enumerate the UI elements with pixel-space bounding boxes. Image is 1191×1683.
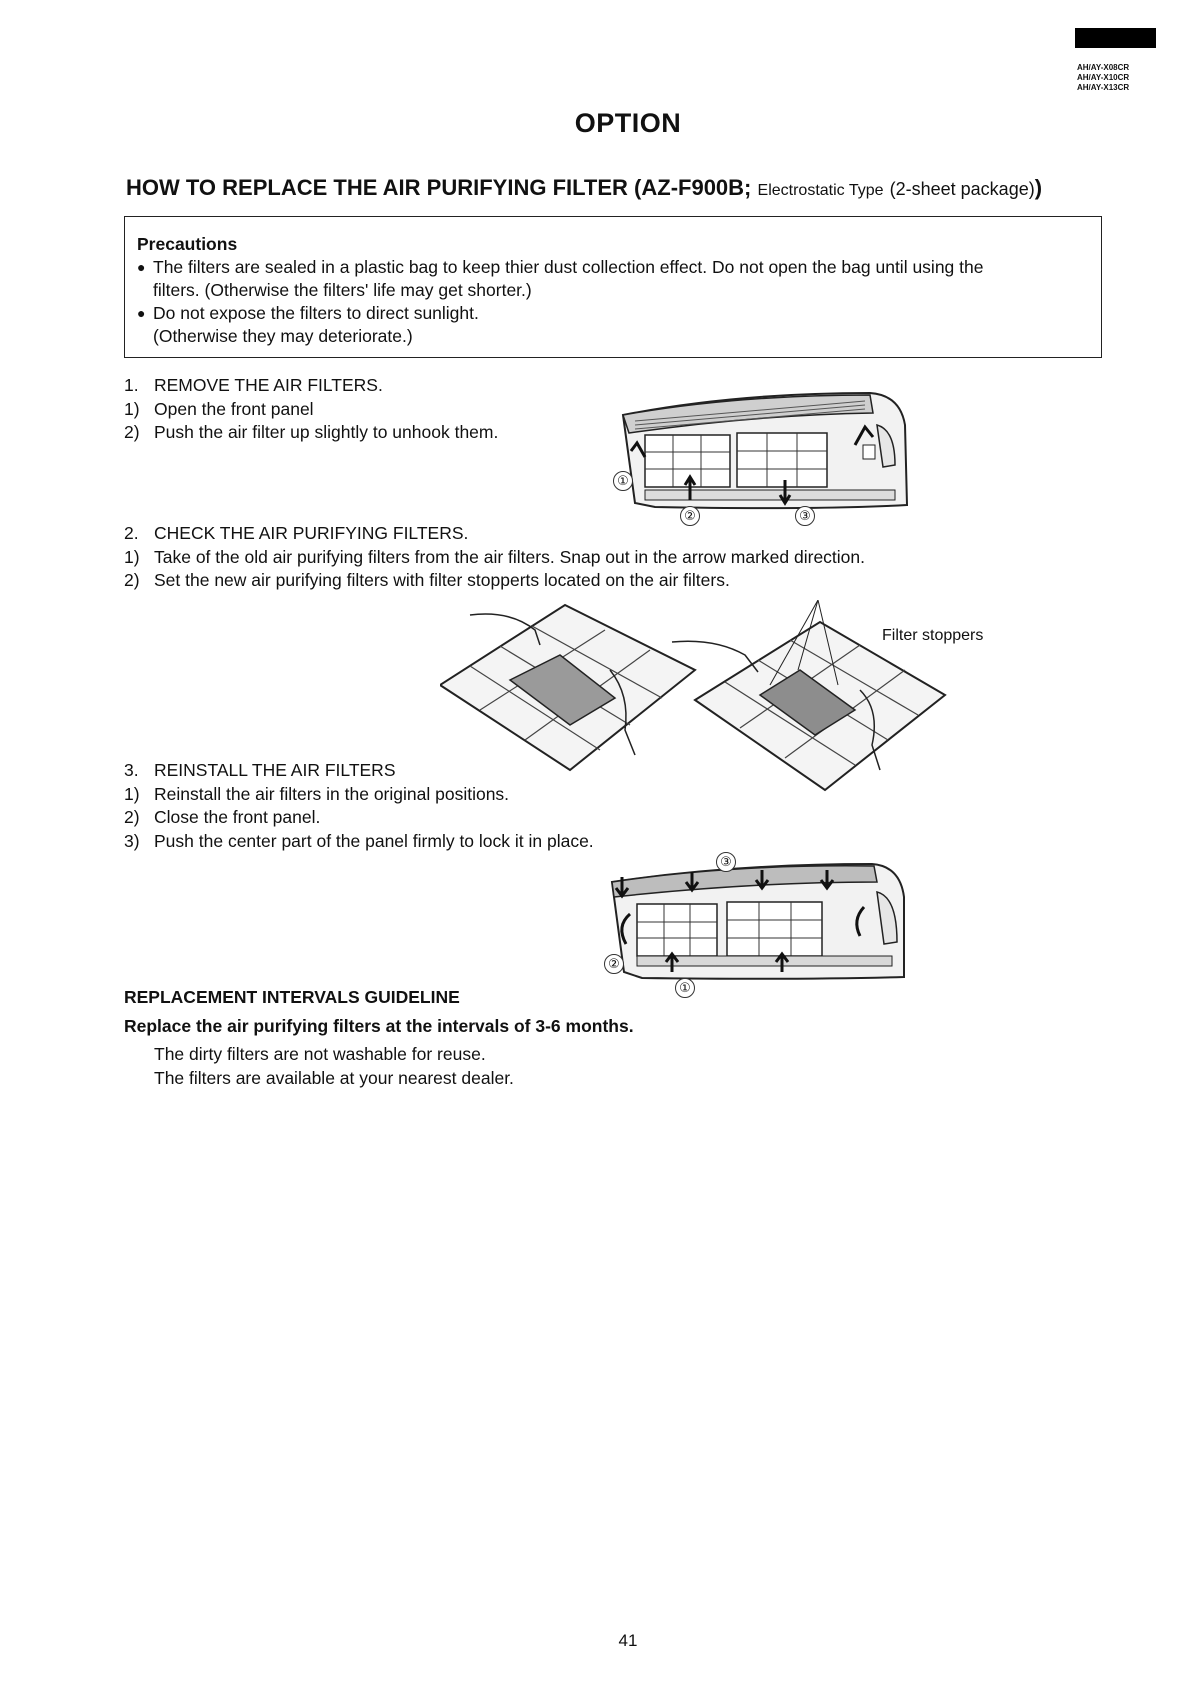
callout-1: ① <box>675 978 695 998</box>
item-number: 2) <box>124 422 140 442</box>
callout-3: ③ <box>795 506 815 526</box>
page-title: OPTION <box>574 108 682 138</box>
callout-1: ① <box>613 471 633 491</box>
section-title-main: HOW TO REPLACE THE AIR PURIFYING FILTER (AZ-F900B; <box>126 175 752 200</box>
guideline-heading: REPLACEMENT INTERVALS GUIDELINE <box>124 987 460 1007</box>
section-title-package: (2-sheet package) <box>889 179 1035 199</box>
filter-stoppers-label: Filter stoppers <box>882 627 984 644</box>
item-text: Push the air filter up slightly to unhook them. <box>154 422 499 442</box>
precaution-text: The filters are sealed in a plastic bag to keep thier dust collection effect. Do not open the bag until using the <box>153 257 984 277</box>
item-text: Set the new air purifying filters with filter stopperts located on the air filters. <box>154 570 730 590</box>
step-title: CHECK THE AIR PURIFYING FILTERS. <box>154 523 469 543</box>
figure-reinstall-filters <box>602 852 912 995</box>
bullet-icon: ● <box>137 305 146 321</box>
step-number: 3. <box>124 760 139 780</box>
model-number: AH/AY-X10CR <box>1077 73 1130 82</box>
section-title-type: Electrostatic Type <box>757 182 884 199</box>
step-number: 1. <box>124 375 139 395</box>
page-number: 41 <box>618 1631 638 1650</box>
step-title: REMOVE THE AIR FILTERS. <box>154 375 383 395</box>
item-text: Open the front panel <box>154 398 314 419</box>
item-number: 2) <box>124 807 140 827</box>
item-number: 2) <box>124 570 140 590</box>
model-number-list <box>1077 63 1129 93</box>
ac-unit-close-illustration <box>602 852 912 987</box>
callout-3: ③ <box>716 852 736 872</box>
step-number: 2. <box>124 523 139 543</box>
precautions-box <box>124 216 1102 358</box>
figure-remove-filters <box>615 385 915 530</box>
precaution-text: (Otherwise they may deteriorate.) <box>153 326 413 346</box>
model-number: AH/AY-X13CR <box>1077 83 1130 92</box>
item-text: Take of the old air purifying filters from the air filters. Snap out in the arrow marked direction. <box>154 546 866 567</box>
guideline-block <box>124 986 634 1090</box>
guideline-text: The filters are available at your nearest dealer. <box>154 1067 514 1088</box>
item-text: Push the center part of the panel firmly to lock it in place. <box>154 830 594 851</box>
item-number: 3) <box>124 830 140 851</box>
item-number: 1) <box>124 546 140 567</box>
precaution-item <box>137 256 1091 279</box>
bullet-icon: ● <box>137 259 146 275</box>
step-3-block <box>124 759 594 853</box>
item-number: 1) <box>124 398 140 419</box>
callout-2: ② <box>680 506 700 526</box>
step-title: REINSTALL THE AIR FILTERS <box>154 760 396 780</box>
header-black-bar <box>1075 28 1156 48</box>
item-text: Close the front panel. <box>154 807 321 827</box>
ac-unit-open-illustration <box>615 385 915 530</box>
section-title-close: ) <box>1034 175 1043 200</box>
precaution-text: Do not expose the filters to direct sunlight. <box>153 303 479 323</box>
precautions-heading: Precautions <box>137 234 238 254</box>
step-2-block <box>124 522 865 593</box>
section-title <box>126 175 1042 201</box>
guideline-bold-line: Replace the air purifying filters at the intervals of 3-6 months. <box>124 1015 634 1036</box>
callout-2: ② <box>604 954 624 974</box>
item-text: Reinstall the air filters in the original positions. <box>154 783 510 804</box>
precaution-item <box>137 302 1091 325</box>
step-1-block <box>124 374 498 445</box>
model-number: AH/AY-X08CR <box>1077 63 1130 72</box>
guideline-text: The dirty filters are not washable for reuse. <box>154 1044 486 1064</box>
precaution-text: filters. (Otherwise the filters' life may get shorter.) <box>153 280 532 300</box>
item-number: 1) <box>124 783 140 804</box>
